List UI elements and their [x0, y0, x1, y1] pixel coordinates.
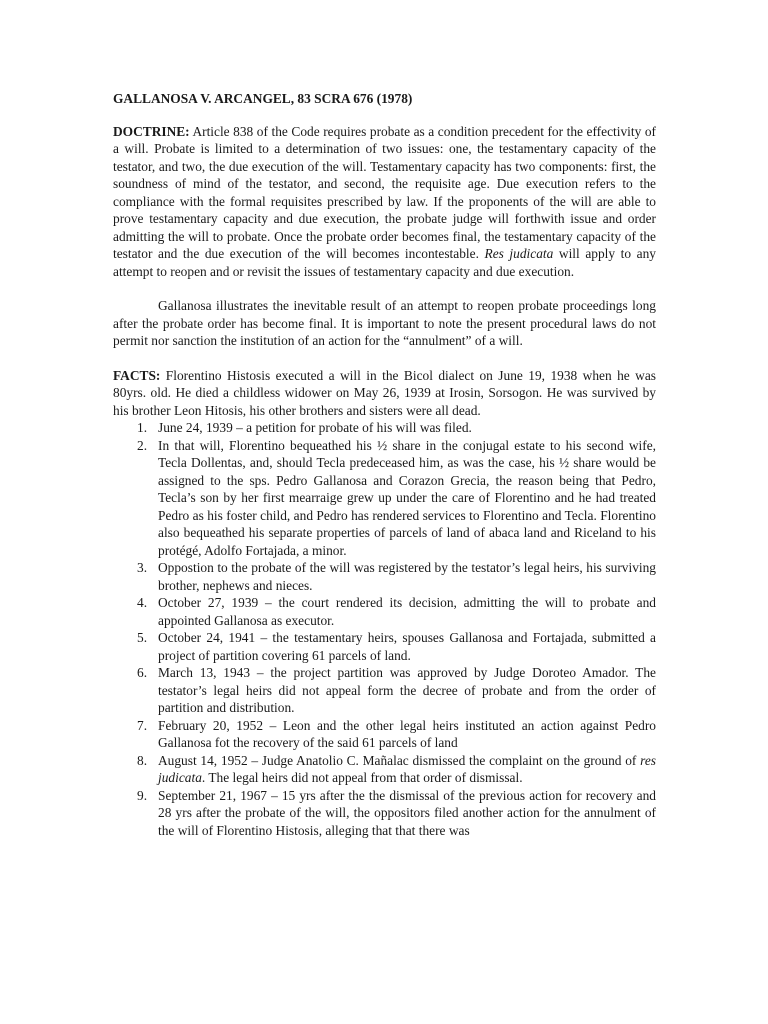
list-item: [113, 437, 656, 560]
list-item-number: 4.: [137, 595, 148, 610]
list-item-text: October 24, 1941 – the testamentary heirs, spouses Gallanosa and Fortajada, submitted a project of partition covering 61 parcels of land.: [158, 630, 656, 663]
list-item: [113, 559, 656, 594]
doctrine-paragraph: [113, 123, 656, 281]
list-item-text: September 21, 1967 – 15 yrs after the the dismissal of the previous action for recovery and 28 yrs after the probate of the will, the oppositors filed another action for the annulment of the will of Florentino Histosis, alleging that that there was: [158, 787, 656, 838]
list-item-text: February 20, 1952 – Leon and the other legal heirs instituted an action against Pedro Gallanosa fot the recovery of the said 61 parcels of land: [158, 717, 656, 750]
facts-list: [113, 419, 656, 839]
list-item-text-b: . The legal heirs did not appeal from that order of dismissal.: [201, 770, 523, 785]
list-item-text: In that will, Florentino bequeathed his ½ share in the conjugal estate to his second wife, Tecla Dollentas, and, should Tecla predeceased him, as was the case, his ½ share would be assigned to the sps. Pedro Gallanosa and Corazon Grecia, the reason being that Pedro, Tecla’s son by her first mearraige grew up under the care of Florentino and he had treated Pedro as his foster child, and Pedro has rendered services to Florentino and Tecla. Florentino also bequeathed his separate properties of parcels of land of abaca land and Riceland to his protégé, Adolfo Fortajada, a minor.: [158, 437, 656, 558]
list-item-number: 2.: [137, 437, 148, 453]
list-item: [113, 664, 656, 717]
facts-paragraph: [113, 367, 656, 420]
facts-label: FACTS:: [113, 367, 161, 383]
list-item: [113, 594, 656, 629]
gallanosa-paragraph: Gallanosa illustrates the inevitable result of an attempt to reopen probate proceedings long after the probate order has become final. It is important to note the present procedural laws do not permit nor sanction the institution of an action for the “annulment” of a will.: [113, 298, 656, 348]
list-item-text: October 27, 1939 – the court rendered its decision, admitting the will to probate and appointed Gallanosa as executor.: [158, 595, 656, 628]
list-item: [113, 717, 656, 752]
doctrine-text-b: will apply to any attempt to reopen and or revisit the issues of testamentary capacity and due execution.: [113, 246, 656, 279]
list-item-number: 1.: [137, 420, 148, 435]
list-item-number: 5.: [137, 630, 148, 645]
list-item-number: 7.: [137, 717, 148, 733]
doctrine-italic: Res judicata: [484, 246, 554, 261]
list-item: [113, 629, 656, 664]
list-item-number: 6.: [137, 665, 148, 680]
list-item-text: March 13, 1943 – the project partition was approved by Judge Doroteo Amador. The testator’s legal heirs did not appeal form the decree of probate and from the order of partition and distribution.: [158, 665, 656, 715]
document-page: [113, 90, 656, 839]
facts-intro: Florentino Histosis executed a will in the Bicol dialect on June 19, 1938 when he was 80yrs. old. He died a childless widower on May 26, 1939 at Irosin, Sorsogon. He was survived by his brother Leon Hitosis, his other brothers and sisters were all dead.: [113, 367, 656, 418]
list-item-text: Oppostion to the probate of the will was registered by the testator’s legal heirs, his surviving brother, nephews and nieces.: [158, 560, 656, 593]
list-item-number: 9.: [137, 787, 148, 803]
case-title: GALLANOSA V. ARCANGEL, 83 SCRA 676 (1978): [113, 91, 413, 106]
list-item-text-a: August 14, 1952 – Judge Anatolio C. Mañalac dismissed the complaint on the ground of: [158, 752, 641, 768]
doctrine-label: DOCTRINE:: [113, 123, 190, 139]
list-item-number: 3.: [137, 560, 148, 575]
list-item: [113, 419, 656, 437]
list-item-text: June 24, 1939 – a petition for probate of his will was filed.: [158, 420, 472, 435]
list-item: [113, 752, 656, 787]
doctrine-text-a: Article 838 of the Code requires probate as a condition precedent for the effectivity of a will. Probate is limited to a determination of two issues: one, the testamentary capacity of the testator, and two, the due execution of the will. Testamentary capacity has two components: first, the soundness of mind of the testator, and second, the requisite age. Due execution refers to the compliance with the formal requisites prescribed by law. If the proponents of the will are able to prove testamentary capacity and due execution, the probate judge will forthwith issue and order admitting the will to probate. Once the probate order becomes final, the testamentary capacity of the testator and the due execution of the will becomes incontestable.: [113, 123, 656, 261]
list-item-number: 8.: [137, 752, 148, 768]
list-item-italic: res judicata: [158, 752, 656, 785]
list-item: [113, 787, 656, 840]
